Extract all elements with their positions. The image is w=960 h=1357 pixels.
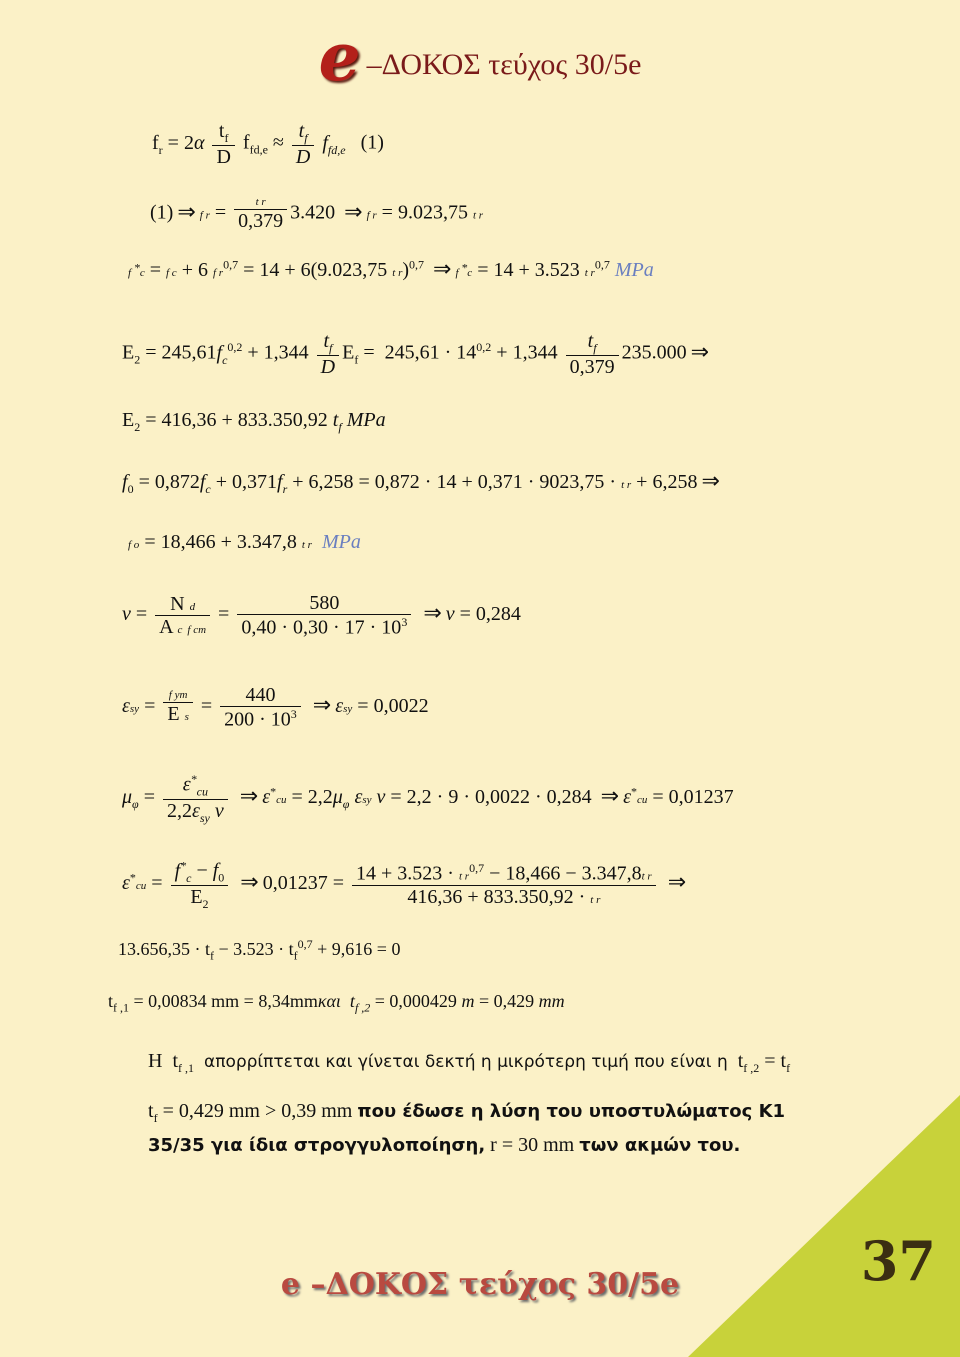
page-header bbox=[0, 18, 960, 96]
equation-11: ε*cu = $\frac{f^*_c - f_0}{E_2}$ ⇒ 0,01237 = $\frac{14 + 3.523 \cdot t r^{0,7} - 18,466 - 3.347,8t r}{\text{416,36 + 833.350,92 · t r}}$ ⇒ bbox=[122, 858, 687, 911]
equation-10: $\mu_\varphi$ = $\frac{\varepsilon^*_{cu}}{2,2\varepsilon_{sy} \nu}$ ⇒ $\varepsilon^*cu = 2,2\mu_\varphi$ εsy ν = 2,2 · 9 · 0,0022 · 0,284 ⇒ ε*cu = 0,01237 bbox=[122, 772, 734, 825]
equation-5: $E_2 = 416,36 + 833.350,92$ $t_f$ MPa bbox=[122, 409, 386, 434]
equation-7: f o = 18,466 + 3.347,8 t r MPa bbox=[128, 531, 361, 553]
equation-12: $13.656,35 \cdot t_f - 3.523 \cdot t_f^{0,7} + 9,616 = 0$ bbox=[118, 937, 401, 963]
equation-2: (1) ⇒ f r = $\frac{\text{t r}}{0,379}$ 3.420 ⇒ f r = 9.023,75 t r bbox=[150, 196, 484, 232]
equation-13: $t_{f ,1} = 0,00834$ mm = 8,34mmκαι $t_{f ,2} = 0,000429$ m = 0,429 mm bbox=[108, 991, 565, 1015]
equation-1: $f_r = 2\alpha$ $\frac{t_f}{D}$ $f_{fd,e}$ ≈ $\frac{t_f}{D}$ $f_{fd,e}$ (1) bbox=[152, 120, 384, 168]
logo: e bbox=[318, 18, 361, 96]
page-number: 37 bbox=[860, 1229, 936, 1293]
conclusion-line-1: Η $t_{f ,1}$ απορρίπτεται και γίνεται δεκτή η μικρότερη τιμή που είναι η $t_{f ,2} = t_f$ bbox=[148, 1050, 791, 1075]
equation-6: $f_0 = 0,872f_c + 0,371f_r + 6,258 = 0,872 \cdot 14 + 0,371 \cdot 9023,75 \cdot t$ r + 6,258 ⇒ bbox=[122, 468, 720, 496]
equation-3: f *c = f c + 6 f $r^{0,7} = 14 + 6(9.023,75$ t r)$^{0,7}$ ⇒ f *c = 14 + 3.523 t $r^{0,7}$ MPa bbox=[128, 256, 654, 281]
conclusion-line-2: $t_f = 0,429$ mm > 0,39 mm που έδωσε η λύση του υποστυλώματος Κ1 bbox=[148, 1100, 786, 1125]
conclusion-line-3: 35/35 για ίδια στρογγυλοποίηση, r = 30 mm των ακμών του. bbox=[148, 1134, 741, 1156]
footer-title: e –ΔΟΚΟΣ τεύχος 30/5e bbox=[280, 1267, 680, 1302]
corner-decoration bbox=[688, 1095, 960, 1357]
equation-4: $E_2 = 245,61f_c^{0,2} + 1,344$ $\frac{t_f}{D}$ $E_f = 245,61 \cdot 14^{0,2} + 1,344$ $\frac{t_f}{0,379}$ 235.000 ⇒ bbox=[122, 330, 710, 378]
equation-9: εsy = $\frac{\text{f ym}}{\text{E s}}$ = $\frac{440}{200 \cdot 10^3}$ ⇒ εsy = 0,0022 bbox=[122, 684, 429, 731]
equation-text: $f_r = 2\alpha$ bbox=[152, 131, 205, 157]
equation-8: ν = $\frac{\text{N d}}{\text{A c f cm}}$ = $\frac{580}{0,40 \cdot 0,30 \cdot 17 \cdot 10^3}$ ⇒ ν = 0,284 bbox=[122, 592, 521, 639]
header-title: –ΔΟΚΟΣ τεύχος 30/5e bbox=[366, 48, 642, 81]
